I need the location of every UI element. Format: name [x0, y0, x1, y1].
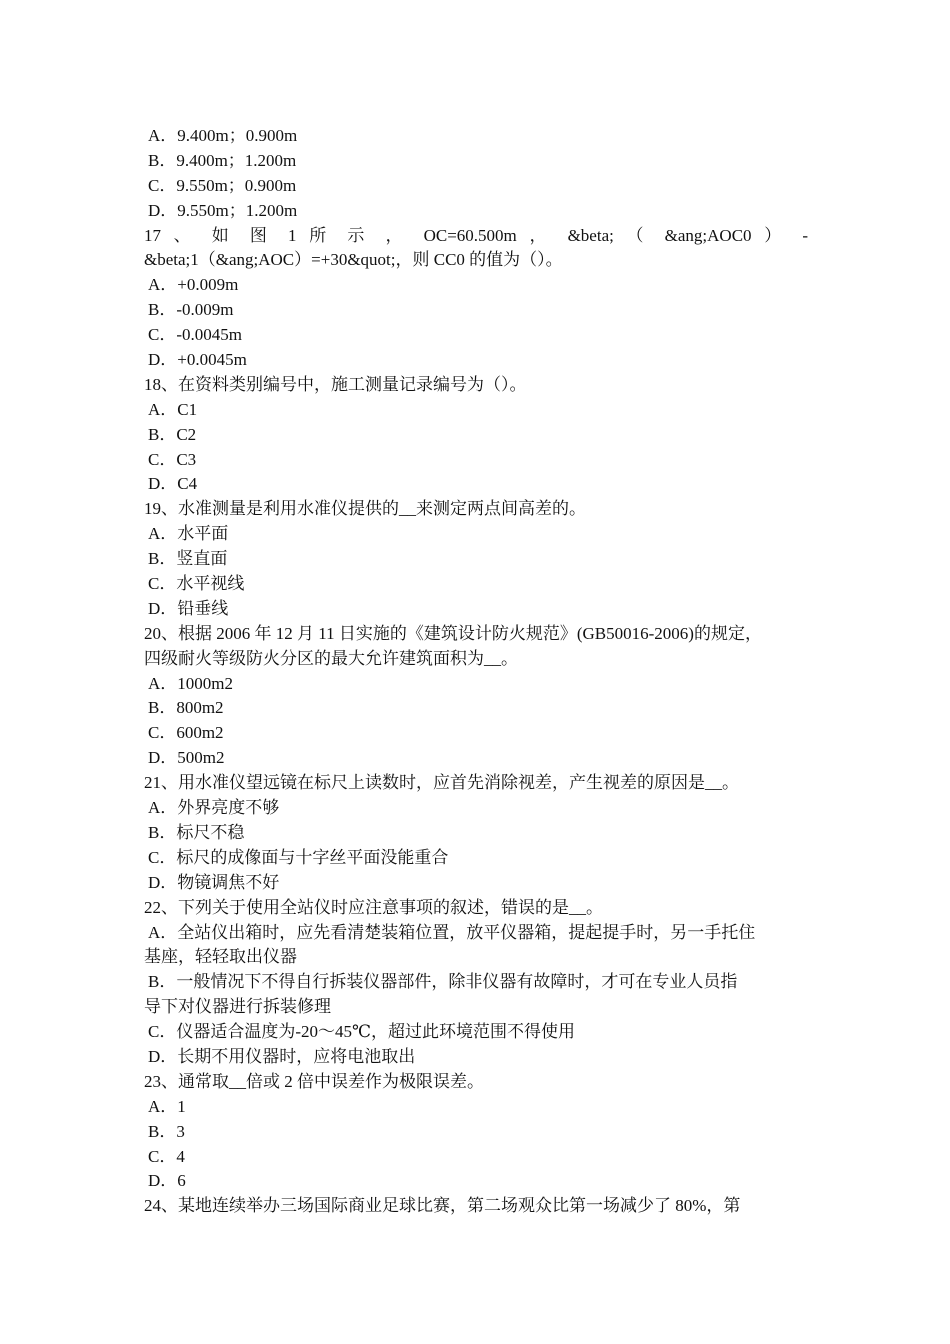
- answer-option-line: B．竖直面: [148, 549, 228, 569]
- answer-option-line: C．仪器适合温度为-20～45℃，超过此环境范围不得使用: [148, 1022, 576, 1042]
- answer-option-line: D．+0.0045m: [148, 350, 247, 370]
- answer-option-line: B．9.400m；1.200m: [148, 150, 297, 170]
- answer-option-line: A．1: [148, 1096, 186, 1116]
- question-text-line: 24、某地连续举办三场国际商业足球比赛，第二场观众比第一场减少了 80%，第: [144, 1196, 741, 1216]
- answer-option-line: B．3: [148, 1121, 185, 1141]
- answer-option-line: B．一般情况下不得自行拆装仪器部件，除非仪器有故障时，才可在专业人员指: [148, 972, 738, 992]
- question-text-line: 基座，轻轻取出仪器: [144, 947, 297, 967]
- answer-option-line: A．水平面: [148, 524, 229, 544]
- answer-option-line: C．600m2: [148, 723, 224, 743]
- answer-option-line: A．C1: [148, 399, 198, 419]
- question-text-line: 23、通常取__倍或 2 倍中误差作为极限误差。: [144, 1071, 484, 1091]
- question-text-line: 17 、 如 图 1 所 示 ， OC=60.500m ， &beta; （ &ang;AOC0 ） -: [144, 225, 808, 245]
- answer-option-line: A．全站仪出箱时，应先看清楚装箱位置，放平仪器箱，提起提手时，另一手托住: [148, 922, 756, 942]
- question-text-line: &beta;1（&ang;AOC）=+30&quot;，则 CC0 的值为（）。: [144, 250, 563, 270]
- question-text-line: 19、水准测量是利用水准仪提供的__来测定两点间高差的。: [144, 499, 586, 519]
- answer-option-line: A．外界亮度不够: [148, 798, 280, 818]
- question-text-line: 20、根据 2006 年 12 月 11 日实施的《建筑设计防火规范》(GB50016-2006)的规定，: [144, 623, 762, 643]
- answer-option-line: A．9.400m；0.900m: [148, 126, 298, 145]
- answer-option-line: D．铅垂线: [148, 598, 229, 618]
- answer-option-line: D．6: [148, 1171, 186, 1191]
- answer-option-line: B．800m2: [148, 698, 224, 718]
- answer-option-line: A．1000m2: [148, 673, 233, 693]
- answer-option-line: C．-0.0045m: [148, 325, 242, 345]
- question-text-line: 18、在资料类别编号中，施工测量记录编号为（）。: [144, 374, 527, 394]
- answer-option-line: D．物镜调焦不好: [148, 872, 280, 892]
- answer-option-line: B．C2: [148, 424, 197, 444]
- answer-option-line: D．长期不用仪器时，应将电池取出: [148, 1046, 416, 1066]
- answer-option-line: D．500m2: [148, 748, 225, 768]
- question-text-line: 导下对仪器进行拆装修理: [144, 997, 331, 1017]
- question-text-line: 22、下列关于使用全站仪时应注意事项的叙述，错误的是__。: [144, 897, 603, 917]
- question-text-line: 四级耐火等级防火分区的最大允许建筑面积为__。: [144, 648, 518, 668]
- answer-option-line: C．标尺的成像面与十字丝平面没能重合: [148, 847, 449, 867]
- answer-option-line: C．4: [148, 1146, 185, 1166]
- answer-option-line: B．-0.009m: [148, 300, 234, 320]
- answer-option-line: C．9.550m；0.900m: [148, 175, 297, 195]
- answer-option-line: D．9.550m；1.200m: [148, 200, 298, 220]
- answer-option-line: C．C3: [148, 449, 197, 469]
- answer-option-line: C．水平视线: [148, 574, 245, 594]
- exam-text-body: [144, 124, 808, 1219]
- answer-option-line: B．标尺不稳: [148, 822, 245, 842]
- answer-option-line: A．+0.009m: [148, 275, 239, 295]
- question-text-line: 21、用水准仪望远镜在标尺上读数时，应首先消除视差，产生视差的原因是__。: [144, 773, 739, 793]
- answer-option-line: D．C4: [148, 474, 198, 494]
